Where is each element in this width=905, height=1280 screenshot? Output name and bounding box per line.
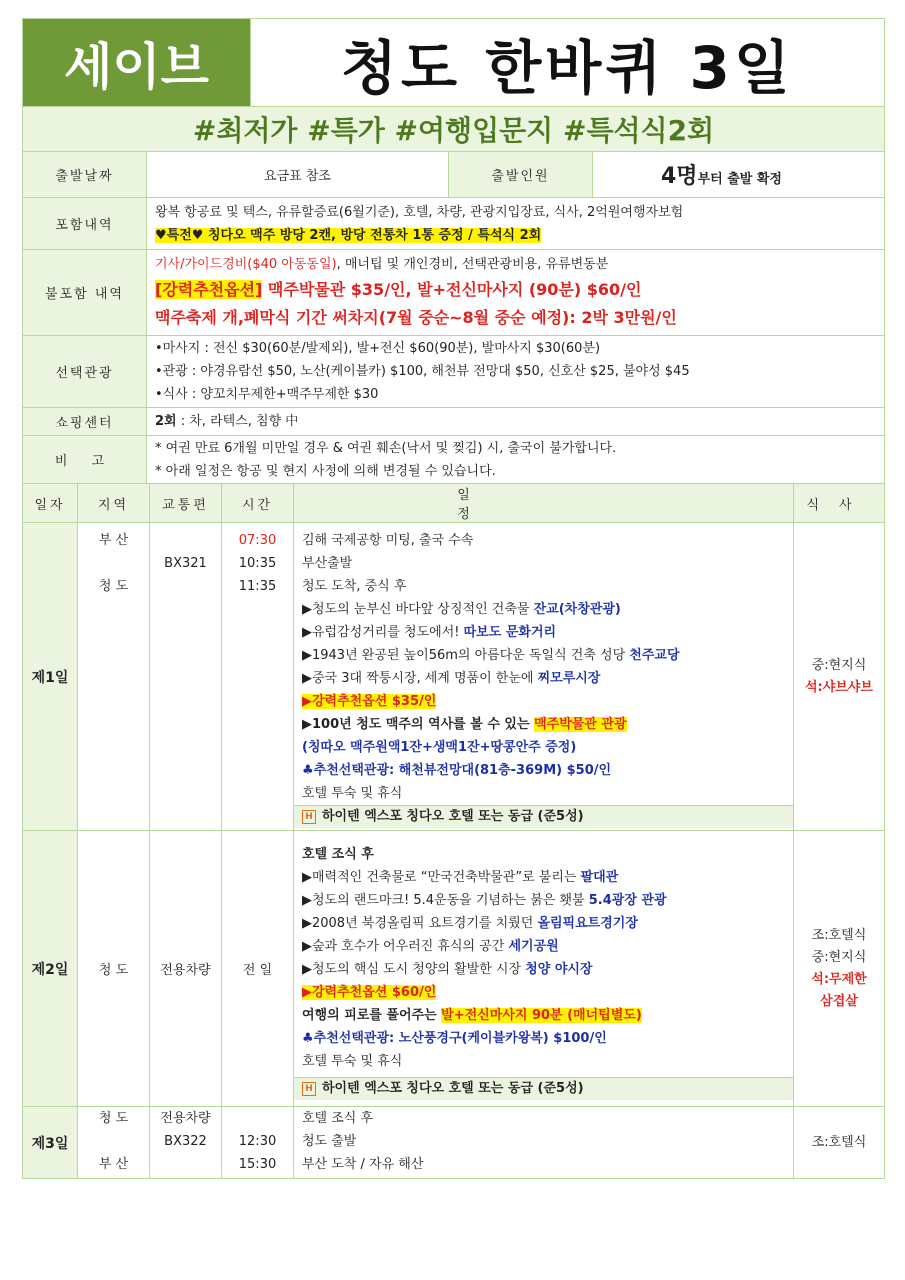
day3-region-2: 부 산 (98, 1157, 129, 1172)
day3-time-1: 12:30 (238, 1134, 277, 1149)
day2-line-9: ♣추천선택관광: 노산풍경구(케이블카왕복) $100/인 (302, 1031, 607, 1046)
day3-transport-2: BX322 (164, 1134, 207, 1149)
day2-itinerary (294, 831, 794, 1107)
day3-times (222, 1107, 294, 1179)
day3-time-2: 15:30 (238, 1157, 277, 1172)
day3-row (23, 1107, 885, 1179)
day1-line-1: 김해 국제공항 미팅, 출국 수속 (302, 533, 474, 548)
brand-label: 세이브 (23, 19, 251, 107)
option-line-2: •관광 : 야경유람선 $50, 노산(케이블카) $100, 해천뷰 전망대 $50, 신호산 $25, 불야성 $45 (155, 364, 690, 379)
day2-meal-3: 석:무제한 (811, 971, 867, 987)
day3-region (78, 1107, 150, 1179)
page-title: 청도 한바퀴 3일 (251, 19, 885, 107)
note-line-2: * 아래 일정은 항공 및 현지 사정에 의해 변경될 수 있습니다. (155, 463, 496, 479)
day1-spot-market: 찌모루시장 (537, 671, 601, 686)
day1-line-6: ▶1943년 완공된 높이56m의 아름다운 독일식 건축 성당 (302, 648, 630, 663)
departure-date-label: 출발날짜 (23, 152, 147, 198)
day1-spot-church: 천주교당 (629, 648, 680, 663)
schedule-table (22, 483, 885, 1179)
note-line-1: * 여권 만료 6개월 미만일 경우 & 여권 훼손(낙서 및 찢김) 시, 출국이 불가합니다. (155, 440, 617, 456)
day2-meal-1: 조:호텔식 (811, 927, 867, 943)
day1-line-10: (칭따오 맥주원액1잔+생맥1잔+땅콩안주 증정) (302, 740, 577, 755)
option-line-1: •마사지 : 전신 $30(60분/발제외), 발+전신 $60(90분), 발마사지 $30(60분) (155, 341, 601, 356)
departure-date-value: 요금표 참조 (147, 152, 449, 198)
day2-hotel-name: 하이텐 엑스포 칭다오 호텔 또는 동급 (준5성) (322, 1081, 584, 1096)
departure-pax-value (593, 152, 885, 198)
day2-spot-badaguan: 팔대관 (580, 870, 619, 885)
day2-transport: 전용차량 (150, 831, 222, 1107)
day2-line-3: ▶청도의 랜드마크! 5.4운동을 기념하는 붉은 횃불 (302, 893, 589, 908)
day1-meal-1: 중:현지식 (811, 657, 867, 673)
day1-time-3: 11:35 (238, 579, 277, 594)
note-label: 비 고 (23, 436, 147, 484)
day1-label: 제1일 (23, 523, 78, 831)
day1-flight: BX321 (164, 556, 207, 571)
day2-spot-massage: 발+전신마사지 90분 (매너팁별도) (441, 1008, 642, 1023)
exclude-line-3: 맥주축제 개,폐막식 기간 써차지(7월 중순~8월 중순 예정): 2박 3만원/인 (155, 308, 677, 327)
day1-time-2: 10:35 (238, 556, 277, 571)
exclude-content (147, 250, 885, 336)
option-line-3: •식사 : 양꼬치무제한+맥주무제한 $30 (155, 387, 379, 402)
day3-meal-1: 조:호텔식 (811, 1134, 867, 1150)
exclude-guide-fee: 기사/가이드경비($40 아동동일) (155, 257, 337, 272)
day2-meals (794, 831, 885, 1107)
day2-line-10: 호텔 투숙 및 휴식 (302, 1054, 403, 1069)
day1-itinerary (294, 523, 794, 831)
day2-line-8: 여행의 피로를 풀어주는 (302, 1008, 442, 1023)
day2-spot-park: 세기공원 (508, 939, 559, 954)
day2-option-tag: ▶강력추천옵션 $60/인 (302, 985, 437, 1000)
day2-line-4: ▶2008년 북경올림픽 요트경기를 치뤘던 (302, 916, 538, 931)
day2-row (23, 831, 885, 1107)
hashtags: #최저가 #특가 #여행입문지 #특석식2회 (23, 107, 885, 152)
shop-items: : 차, 라텍스, 침향 中 (176, 414, 299, 429)
include-label: 포함내역 (23, 198, 147, 250)
day1-region-2: 청 도 (98, 579, 129, 594)
day1-line-7: ▶중국 3대 짝퉁시장, 세계 명품이 한눈에 (302, 671, 538, 686)
day1-spot-museum: 맥주박물관 관광 (534, 717, 627, 732)
header-table (22, 18, 885, 152)
note-content (147, 436, 885, 484)
col-transport: 교통편 (150, 484, 222, 523)
shop-content (147, 408, 885, 436)
schedule-header-row (23, 484, 885, 523)
day2-meal-2: 중:현지식 (811, 949, 867, 965)
day2-spot-square: 5.4광장 관광 (588, 893, 667, 908)
day3-region-1: 청 도 (98, 1111, 129, 1126)
day1-spot-pier: 잔교(차창관광) (533, 602, 621, 617)
day1-time-1: 07:30 (238, 533, 277, 548)
exclude-label: 불포함 내역 (23, 250, 147, 336)
day1-line-5: ▶유럽감성거리를 청도에서! (302, 625, 464, 640)
option-content (147, 336, 885, 408)
include-content (147, 198, 885, 250)
day1-transport (150, 523, 222, 831)
day1-row (23, 523, 885, 831)
day2-label: 제2일 (23, 831, 78, 1107)
day1-line-3: 청도 도착, 중식 후 (302, 579, 407, 594)
col-time: 시간 (222, 484, 294, 523)
day3-transport (150, 1107, 222, 1179)
day3-meals (794, 1107, 885, 1179)
tour-sheet (22, 18, 884, 1179)
day3-line-2: 청도 출발 (302, 1134, 357, 1149)
day3-itinerary (294, 1107, 794, 1179)
option-label: 선택관광 (23, 336, 147, 408)
col-region: 지역 (78, 484, 150, 523)
info-table (22, 151, 885, 484)
hotel-icon: H (302, 1082, 316, 1096)
day1-region (78, 523, 150, 831)
day1-hotel (294, 805, 793, 828)
day2-region: 청 도 (78, 831, 150, 1107)
col-itinerary: 일 정 (294, 484, 794, 523)
exclude-option-tag: [강력추천옵션] (155, 280, 263, 299)
day1-line-11: ♣추천선택관광: 해천뷰전망대(81층-369M) $50/인 (302, 763, 612, 778)
day2-time: 전 일 (222, 831, 294, 1107)
day3-label: 제3일 (23, 1107, 78, 1179)
day2-line-1: 호텔 조식 후 (302, 847, 374, 862)
include-line-2: ♥특전♥ 칭다오 맥주 방당 2캔, 방당 전통차 1통 증정 / 특석식 2회 (155, 227, 542, 243)
day2-spot-nightmarket: 청양 야시장 (525, 962, 593, 977)
day2-meal-4: 삼겹살 (820, 993, 858, 1009)
day1-option-tag: ▶강력추천옵션 $35/인 (302, 694, 437, 709)
day2-hotel (294, 1077, 793, 1100)
day2-line-5: ▶숲과 호수가 어우러진 휴식의 공간 (302, 939, 509, 954)
day1-line-4: ▶청도의 눈부신 바다앞 상징적인 건축물 (302, 602, 534, 617)
day2-spot-yacht: 올림픽요트경기장 (537, 916, 638, 931)
day2-line-6: ▶청도의 핵심 도시 청양의 활발한 시장 (302, 962, 526, 977)
include-line-1: 왕복 항공료 및 텍스, 유류할증료(6월기준), 호텔, 차량, 관광지입장료, 식사, 2억원여행자보험 (155, 204, 684, 220)
day1-hotel-name: 하이텐 엑스포 칭다오 호텔 또는 동급 (준5성) (322, 809, 584, 824)
day1-spot-street: 따보도 문화거리 (463, 625, 557, 640)
day1-line-9: ▶100년 청도 맥주의 역사를 볼 수 있는 (302, 717, 535, 732)
hotel-icon: H (302, 810, 316, 824)
col-day: 일자 (23, 484, 78, 523)
pax-number: 4명 (661, 164, 698, 189)
departure-pax-label: 출발인원 (449, 152, 593, 198)
shop-count: 2회 (155, 414, 177, 429)
day1-meal-2: 석:샤브샤브 (805, 679, 873, 695)
day1-line-12: 호텔 투숙 및 휴식 (302, 786, 403, 801)
day1-times (222, 523, 294, 831)
day1-line-2: 부산출발 (302, 556, 353, 571)
day3-line-1: 호텔 조식 후 (302, 1111, 374, 1126)
day2-line-2: ▶매력적인 건축물로 “만국건축박물관”로 불리는 (302, 870, 581, 885)
pax-suffix: 부터 출발 확정 (697, 172, 782, 187)
day1-meals (794, 523, 885, 831)
exclude-line-2-rest: 맥주박물관 $35/인, 발+전신마사지 (90분) $60/인 (262, 280, 642, 299)
col-meal: 식사 (794, 484, 885, 523)
day3-transport-1: 전용차량 (160, 1111, 211, 1126)
exclude-line-1-rest: , 매너팁 및 개인경비, 선택관광비용, 유류변동분 (336, 257, 609, 272)
shop-label: 쇼핑센터 (23, 408, 147, 436)
day1-region-1: 부 산 (98, 533, 129, 548)
day3-line-3: 부산 도착 / 자유 해산 (302, 1157, 424, 1172)
